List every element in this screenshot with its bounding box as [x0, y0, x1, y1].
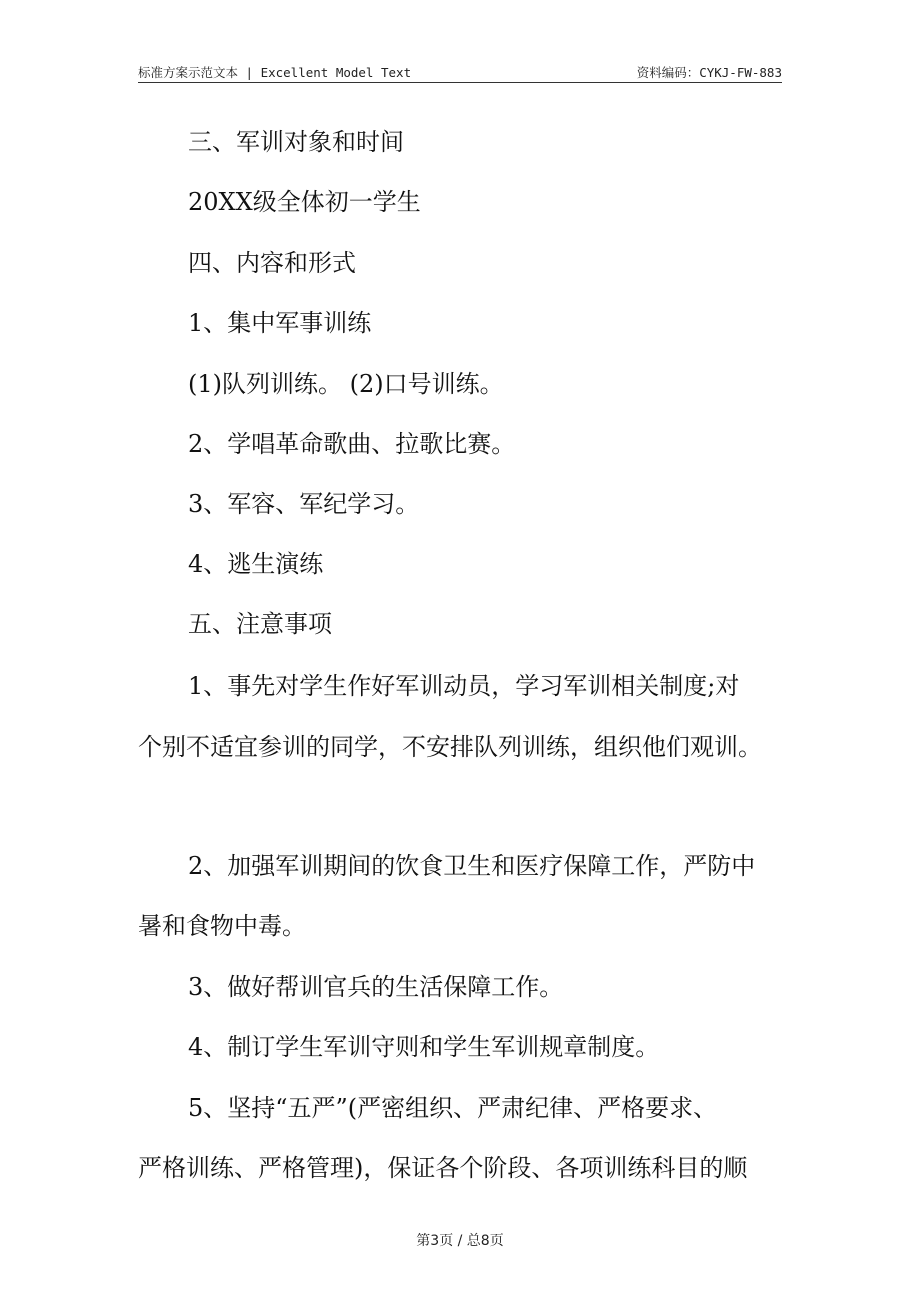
document-code: 资料编码：CYKJ-FW-883	[636, 65, 782, 80]
paragraph-line: 5、坚持“五严”(严密组织、严肃纪律、严格要求、	[188, 1094, 718, 1122]
list-item: 4、制订学生军训守则和学生军训规章制度。	[188, 1033, 660, 1061]
list-item: 4、逃生演练	[188, 550, 324, 578]
section-heading: 三、军训对象和时间	[188, 128, 404, 156]
list-item: 1、集中军事训练	[188, 309, 372, 337]
list-item: (1)队列训练。 (2)口号训练。	[188, 370, 504, 398]
list-item: 3、做好帮训官兵的生活保障工作。	[188, 973, 564, 1001]
paragraph-line: 个别不适宜参训的同学，不安排队列训练，组织他们观训。	[138, 733, 762, 761]
paragraph-line: 暑和食物中毒。	[138, 912, 306, 940]
paragraph-line: 严格训练、严格管理)，保证各个阶段、各项训练科目的顺	[138, 1154, 748, 1182]
list-item: 3、军容、军纪学习。	[188, 490, 420, 518]
section-heading: 四、内容和形式	[188, 249, 356, 277]
header-title: 标准方案示范文本 | Excellent Model Text	[138, 65, 412, 80]
paragraph-line: 2、加强军训期间的饮食卫生和医疗保障工作，严防中	[188, 852, 756, 880]
paragraph-line: 1、事先对学生作好军训动员，学习军训相关制度;对	[188, 672, 740, 700]
list-item: 2、学唱革命歌曲、拉歌比赛。	[188, 430, 516, 458]
section-heading: 五、注意事项	[188, 610, 332, 638]
paragraph-line: 20XX级全体初一学生	[188, 188, 421, 216]
page-number: 第3页 / 总8页	[416, 1233, 504, 1249]
